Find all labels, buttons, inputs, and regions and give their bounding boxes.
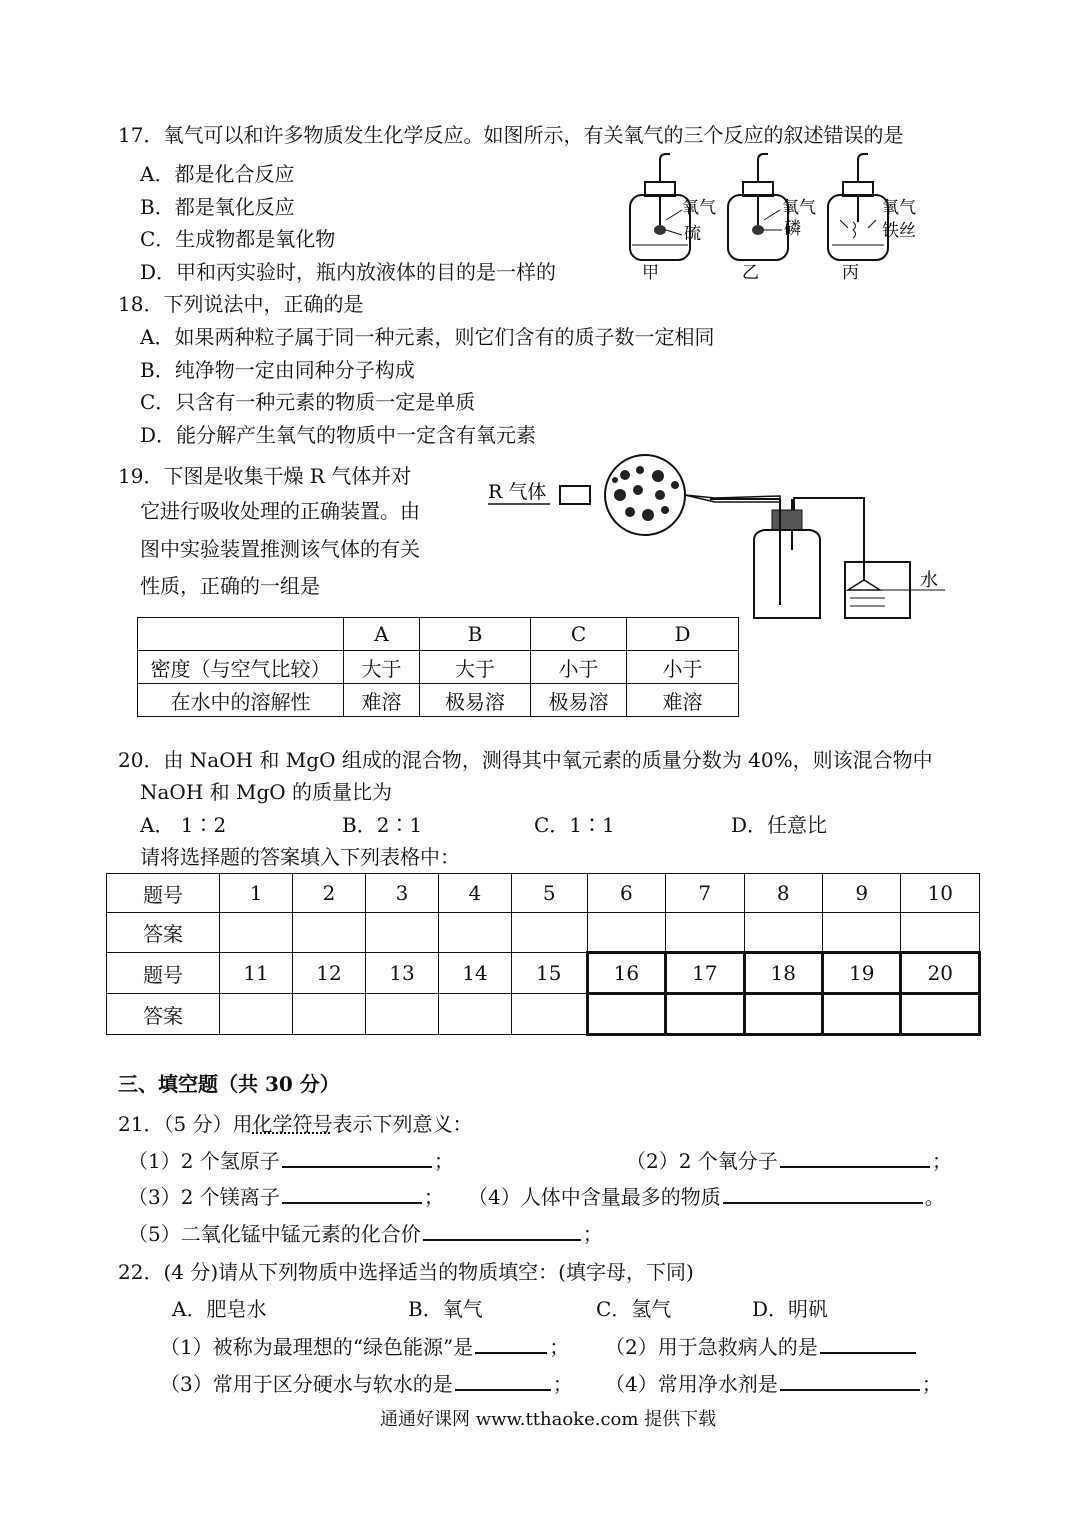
semicolon: ； bbox=[433, 1149, 454, 1173]
semicolon: ； bbox=[921, 1372, 942, 1396]
table-cell: C bbox=[531, 618, 627, 651]
answer-cell[interactable] bbox=[666, 994, 744, 1035]
answer-blank[interactable] bbox=[475, 1334, 547, 1354]
q17-option-c: C．生成物都是氧化物 bbox=[140, 227, 336, 251]
q21-stem bbox=[118, 1110, 473, 1138]
answer-cell[interactable] bbox=[901, 913, 980, 953]
q18-option-c: C．只含有一种元素的物质一定是单质 bbox=[140, 390, 476, 414]
q22-item-3 bbox=[160, 1370, 573, 1398]
answer-cell[interactable] bbox=[220, 913, 293, 953]
answer-cell[interactable] bbox=[511, 913, 587, 953]
q22-item-2 bbox=[605, 1333, 918, 1361]
jar-bing bbox=[828, 154, 916, 283]
table-cell: D bbox=[627, 618, 739, 651]
answer-blank[interactable] bbox=[282, 1148, 432, 1168]
answer-blank[interactable] bbox=[820, 1334, 916, 1354]
jar-jia-gas: 氧气 bbox=[682, 198, 716, 218]
answer-blank[interactable] bbox=[455, 1371, 551, 1391]
table-cell: 16 bbox=[587, 953, 665, 994]
answer-cell[interactable] bbox=[365, 913, 438, 953]
jar-yi-gas: 氧气 bbox=[782, 198, 816, 218]
answer-cell[interactable] bbox=[220, 994, 293, 1035]
q21-stem-post: 表示下列意义： bbox=[332, 1112, 473, 1136]
q17-figure-jars bbox=[620, 150, 940, 285]
answer-instruction: 请将选择题的答案填入下列表格中： bbox=[140, 845, 460, 869]
jar-jia-substance: 硫 bbox=[684, 224, 701, 244]
q17-option-b: B．都是氧化反应 bbox=[140, 195, 295, 219]
answer-cell[interactable] bbox=[587, 913, 665, 953]
jar-jia bbox=[630, 154, 716, 283]
table-cell: 4 bbox=[438, 874, 511, 913]
table-row bbox=[138, 684, 739, 717]
gas-r-label: R 气体 bbox=[488, 481, 547, 503]
q21-item-3-text: （3）2 个镁离子 bbox=[128, 1185, 280, 1209]
q22-option-b: B．氧气 bbox=[408, 1297, 483, 1321]
table-cell: 19 bbox=[823, 953, 901, 994]
q21-item-4-text: （4）人体中含量最多的物质 bbox=[468, 1185, 721, 1209]
q22-item-4 bbox=[605, 1370, 942, 1398]
jar-yi-substance: 磷 bbox=[784, 219, 801, 239]
table-cell: 密度（与空气比较） bbox=[138, 651, 344, 684]
table-cell: 3 bbox=[365, 874, 438, 913]
table-cell: 11 bbox=[220, 953, 293, 994]
answer-blank[interactable] bbox=[780, 1148, 930, 1168]
jar-bing-gas: 氧气 bbox=[882, 198, 916, 218]
q21-item-2 bbox=[626, 1147, 952, 1175]
q21-item-4 bbox=[468, 1183, 945, 1211]
q22-item-1-text: （1）被称为最理想的“绿色能源”是 bbox=[160, 1335, 474, 1359]
q21-item-5-text: （5）二氧化锰中锰元素的化合价 bbox=[128, 1222, 421, 1246]
q21-item-5 bbox=[128, 1220, 603, 1248]
q18-option-a: A．如果两种粒子属于同一种元素，则它们含有的质子数一定相同 bbox=[140, 325, 715, 349]
q20-option-d: D．任意比 bbox=[731, 813, 828, 837]
table-cell: 在水中的溶解性 bbox=[138, 684, 344, 717]
q21-item-1 bbox=[128, 1147, 454, 1175]
table-cell: 20 bbox=[901, 953, 980, 994]
q19-stem-line2: 它进行吸收处理的正确装置。由 bbox=[140, 499, 420, 523]
table-cell: 14 bbox=[438, 953, 511, 994]
table-cell: 5 bbox=[511, 874, 587, 913]
answer-cell[interactable] bbox=[823, 994, 901, 1035]
answer-blank[interactable] bbox=[723, 1184, 923, 1204]
table-row bbox=[107, 913, 980, 953]
q21-stem-pre: 21．（5 分）用 bbox=[118, 1112, 253, 1136]
answer-cell[interactable] bbox=[823, 913, 901, 953]
table-cell: 13 bbox=[365, 953, 438, 994]
table-cell: 15 bbox=[511, 953, 587, 994]
q22-stem: 22．(4 分)请从下列物质中选择适当的物质填空：(填字母，下同) bbox=[118, 1260, 694, 1284]
jar-yi-label: 乙 bbox=[742, 263, 759, 283]
q22-item-3-text: （3）常用于区分硬水与软水的是 bbox=[160, 1372, 453, 1396]
table-cell: 7 bbox=[666, 874, 744, 913]
q17-option-a: A．都是化合反应 bbox=[140, 162, 295, 186]
table-cell-label: 答案 bbox=[107, 994, 220, 1035]
q18-option-b: B．纯净物一定由同种分子构成 bbox=[140, 358, 415, 382]
answer-blank[interactable] bbox=[780, 1371, 920, 1391]
table-cell: A bbox=[344, 618, 420, 651]
table-cell-label: 题号 bbox=[107, 874, 220, 913]
q19-stem-line1: 19．下图是收集干燥 R 气体并对 bbox=[118, 464, 412, 488]
q20-stem-line1: 20．由 NaOH 和 MgO 组成的混合物，测得其中氧元素的质量分数为 40%，则该混合物中 bbox=[118, 748, 933, 772]
table-cell: 极易溶 bbox=[531, 684, 627, 717]
q19-options-table bbox=[137, 617, 739, 717]
answer-cell[interactable] bbox=[438, 994, 511, 1035]
answer-cell[interactable] bbox=[293, 913, 366, 953]
answer-cell[interactable] bbox=[744, 994, 822, 1035]
jar-bing-label: 丙 bbox=[842, 263, 859, 283]
answer-blank[interactable] bbox=[282, 1184, 422, 1204]
q19-figure-apparatus bbox=[480, 440, 950, 620]
table-row bbox=[107, 874, 980, 913]
table-cell: 小于 bbox=[531, 651, 627, 684]
table-cell: B bbox=[420, 618, 531, 651]
q21-item-2-text: （2）2 个氧分子 bbox=[626, 1149, 778, 1173]
q17-option-d: D．甲和丙实验时，瓶内放液体的目的是一样的 bbox=[140, 260, 557, 284]
table-cell-label: 题号 bbox=[107, 953, 220, 994]
semicolon: ； bbox=[552, 1372, 573, 1396]
period: 。 bbox=[924, 1185, 945, 1209]
q20-option-c: C．1∶1 bbox=[534, 813, 615, 837]
table-row bbox=[107, 994, 980, 1035]
jar-bing-substance: 铁丝 bbox=[882, 221, 916, 241]
table-cell: 2 bbox=[293, 874, 366, 913]
answer-cell[interactable] bbox=[587, 994, 665, 1035]
water-label: 水 bbox=[920, 570, 938, 591]
table-cell: 1 bbox=[220, 874, 293, 913]
answer-cell[interactable] bbox=[293, 994, 366, 1035]
semicolon: ； bbox=[423, 1185, 444, 1209]
answer-table bbox=[106, 873, 981, 1036]
table-cell: 12 bbox=[293, 953, 366, 994]
section3-title: 三、填空题（共 30 分） bbox=[118, 1072, 340, 1096]
table-row bbox=[138, 618, 739, 651]
table-cell bbox=[138, 618, 344, 651]
answer-blank[interactable] bbox=[423, 1221, 581, 1241]
q21-stem-emph: 化学符号 bbox=[252, 1112, 333, 1136]
q17-stem: 17．氧气可以和许多物质发生化学反应。如图所示，有关氧气的三个反应的叙述错误的是 bbox=[118, 123, 904, 147]
table-cell: 难溶 bbox=[344, 684, 420, 717]
table-cell: 17 bbox=[666, 953, 744, 994]
q20-option-b: B．2∶1 bbox=[342, 813, 423, 837]
q21-item-1-text: （1）2 个氢原子 bbox=[128, 1149, 280, 1173]
answer-cell[interactable] bbox=[511, 994, 587, 1035]
semicolon: ； bbox=[931, 1149, 952, 1173]
jar-jia-label: 甲 bbox=[642, 263, 659, 283]
q21-item-3 bbox=[128, 1183, 444, 1211]
table-cell: 6 bbox=[587, 874, 665, 913]
answer-cell[interactable] bbox=[365, 994, 438, 1035]
jar-yi bbox=[728, 154, 816, 283]
q18-stem: 18．下列说法中，正确的是 bbox=[118, 292, 364, 316]
q19-stem-line3: 图中实验装置推测该气体的有关 bbox=[140, 537, 420, 561]
table-cell: 8 bbox=[744, 874, 822, 913]
q20-stem-line2: NaOH 和 MgO 的质量比为 bbox=[140, 780, 393, 804]
table-cell: 大于 bbox=[420, 651, 531, 684]
table-row bbox=[107, 953, 980, 994]
q20-option-a: A． 1∶2 bbox=[140, 813, 227, 837]
q19-stem-line4: 性质，正确的一组是 bbox=[140, 574, 320, 598]
answer-cell[interactable] bbox=[744, 913, 822, 953]
q22-option-d: D．明矾 bbox=[752, 1297, 829, 1321]
q22-option-a: A．肥皂水 bbox=[172, 1297, 267, 1321]
q22-item-4-text: （4）常用净水剂是 bbox=[605, 1372, 778, 1396]
table-cell: 小于 bbox=[627, 651, 739, 684]
q22-item-1 bbox=[160, 1333, 569, 1361]
table-cell: 9 bbox=[823, 874, 901, 913]
semicolon: ； bbox=[549, 1335, 570, 1359]
answer-cell[interactable] bbox=[438, 913, 511, 953]
q22-option-c: C．氢气 bbox=[596, 1297, 672, 1321]
table-cell: 大于 bbox=[344, 651, 420, 684]
page-footer: 通通好课网 www.tthaoke.com 提供下载 bbox=[380, 1409, 717, 1430]
q18-option-d: D．能分解产生氧气的物质中一定含有氧元素 bbox=[140, 423, 537, 447]
table-row bbox=[138, 651, 739, 684]
answer-cell[interactable] bbox=[666, 913, 744, 953]
table-cell-label: 答案 bbox=[107, 913, 220, 953]
q22-item-2-text: （2）用于急救病人的是 bbox=[605, 1335, 818, 1359]
semicolon: ； bbox=[582, 1222, 603, 1246]
answer-cell[interactable] bbox=[901, 994, 980, 1035]
table-cell: 10 bbox=[901, 874, 980, 913]
table-cell: 18 bbox=[744, 953, 822, 994]
table-cell: 极易溶 bbox=[420, 684, 531, 717]
table-cell: 难溶 bbox=[627, 684, 739, 717]
